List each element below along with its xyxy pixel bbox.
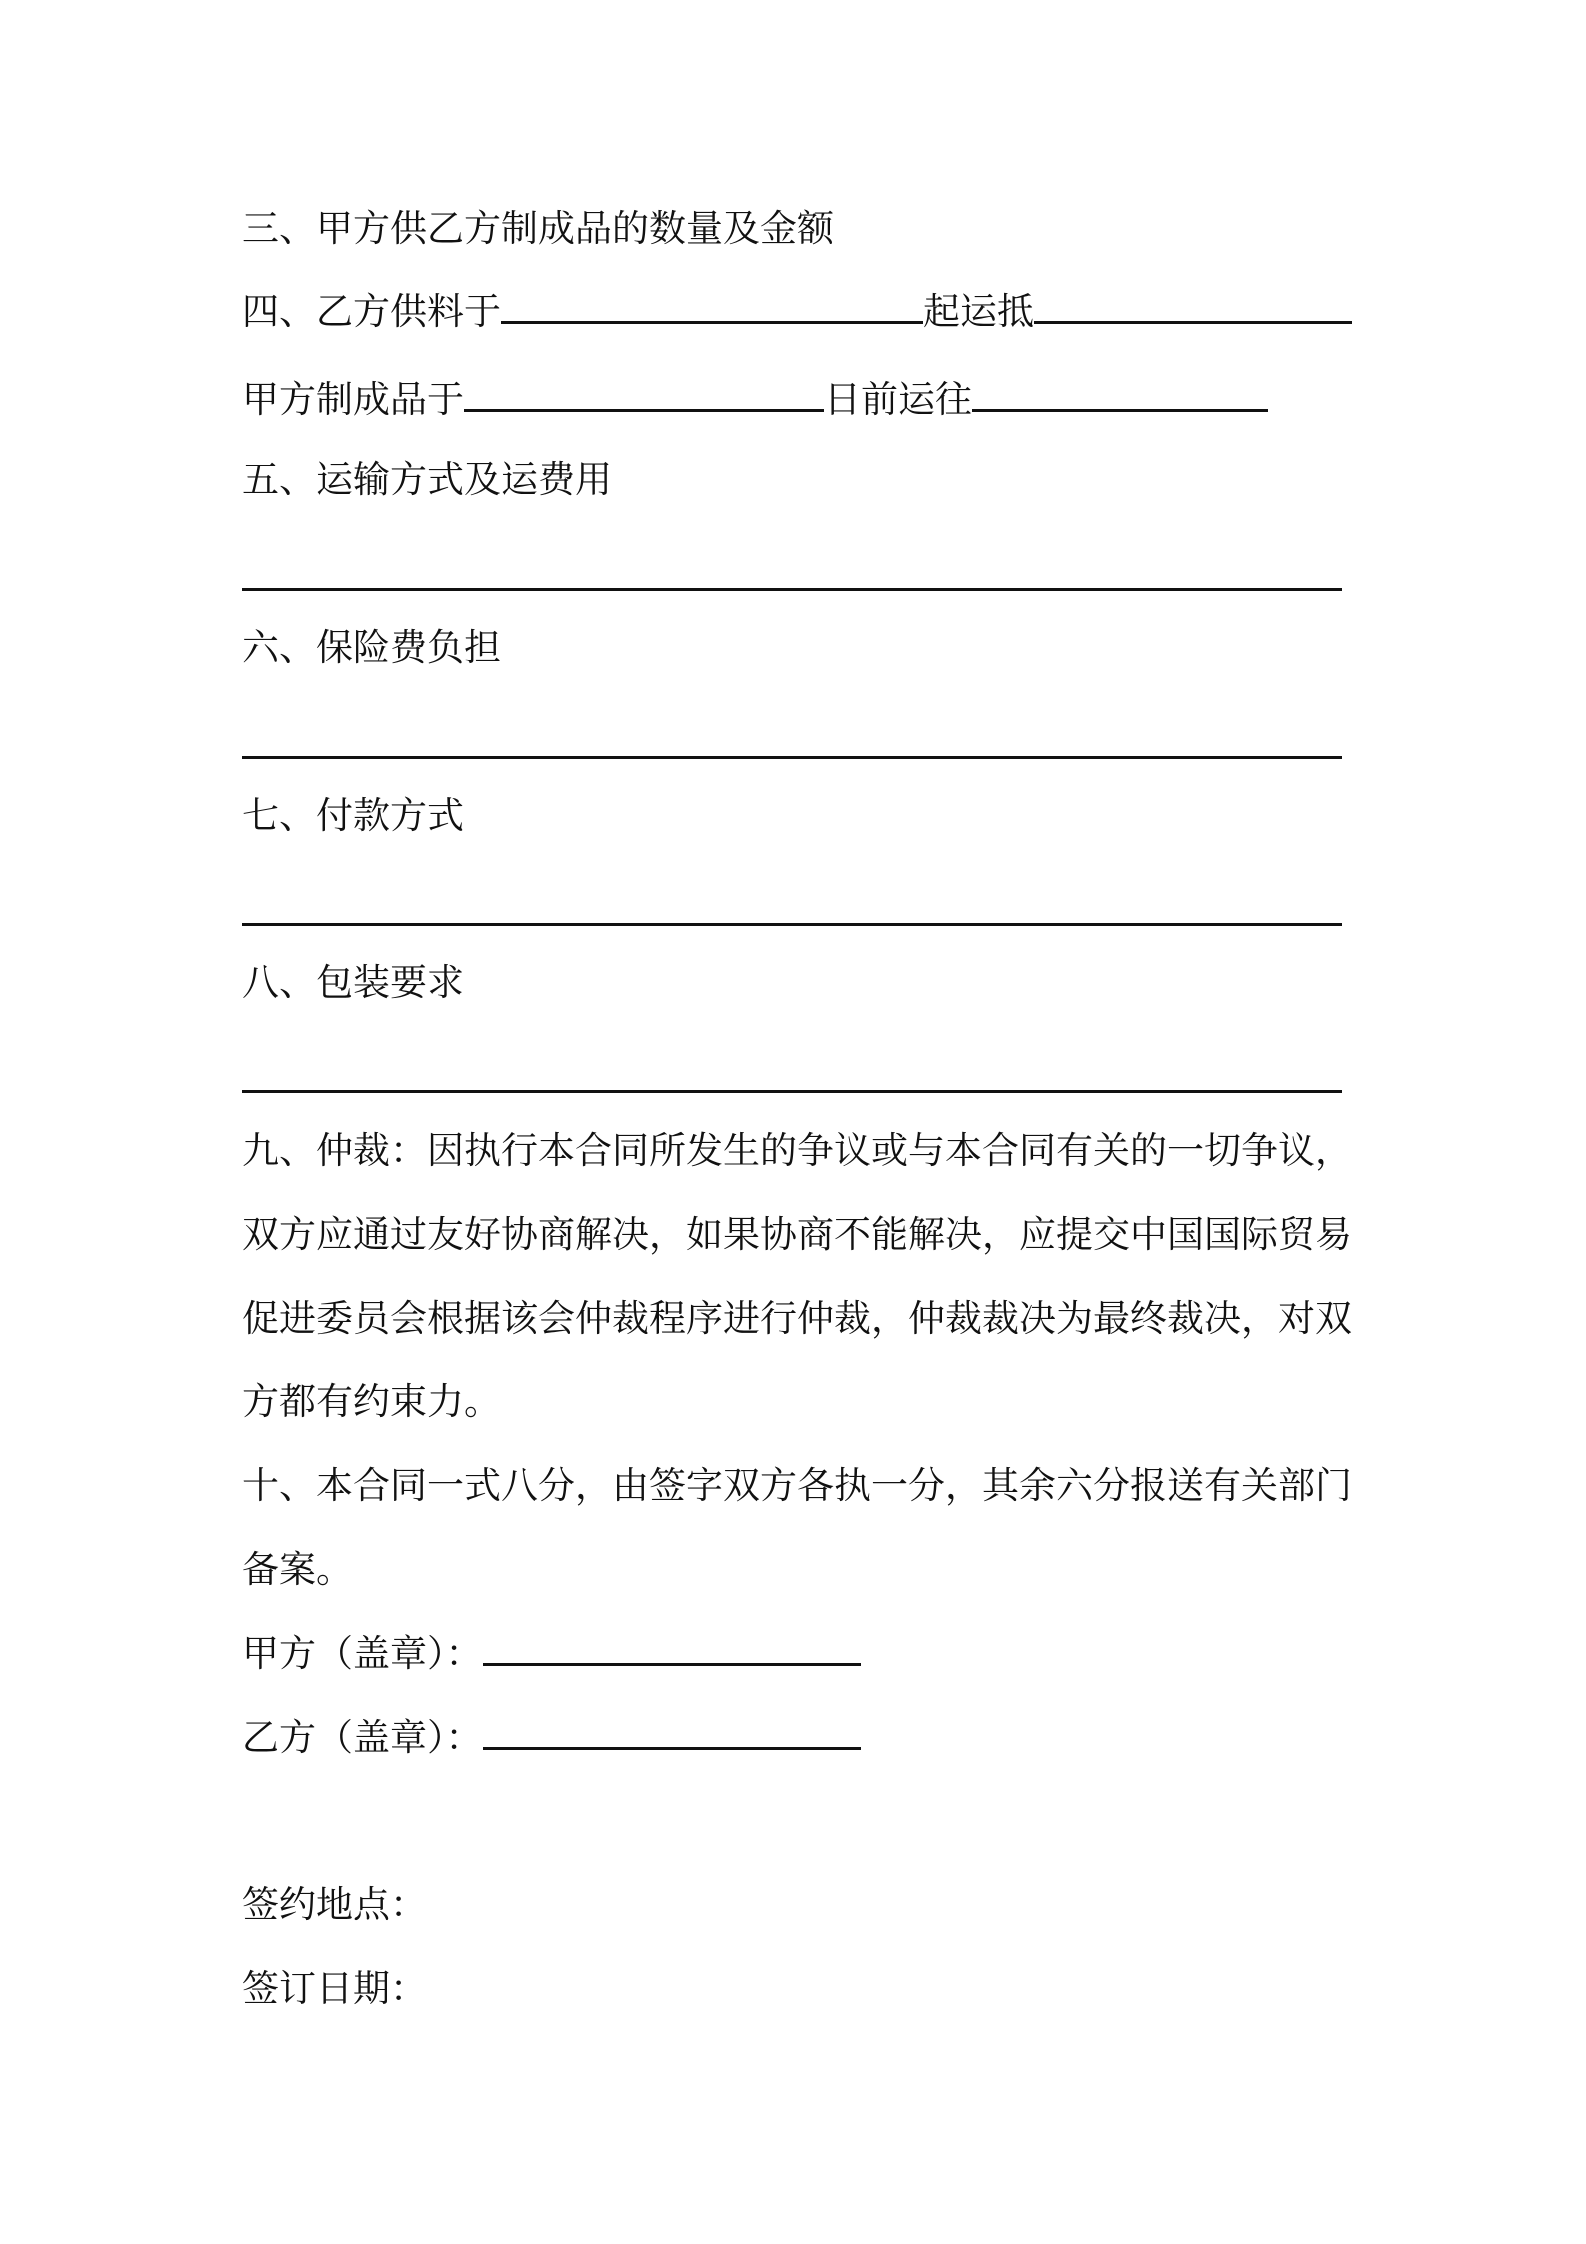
transport-field[interactable] xyxy=(242,588,1342,591)
section-9-line-4: 方都有约束力。 xyxy=(242,1380,501,1423)
supply-date-field[interactable] xyxy=(501,291,923,324)
party-b-label: 乙方（盖章）： xyxy=(242,1716,483,1759)
party-a-signature xyxy=(242,1630,861,1678)
party-b-signature xyxy=(242,1714,861,1762)
destination-field[interactable] xyxy=(1034,291,1352,324)
section-6-title: 六、保险费负担 xyxy=(242,626,501,669)
section-4b-prefix: 甲方制成品于 xyxy=(242,378,464,421)
section-4-mid: 起运抵 xyxy=(923,290,1034,333)
payment-field[interactable] xyxy=(242,923,1342,926)
signing-date: 签订日期： xyxy=(242,1967,427,2010)
party-b-seal-field[interactable] xyxy=(483,1717,861,1750)
section-5-title: 五、运输方式及运费用 xyxy=(242,458,612,501)
section-4-prefix: 四、乙方供料于 xyxy=(242,290,501,333)
section-9-line-1: 九、仲裁：因执行本合同所发生的争议或与本合同有关的一切争议， xyxy=(242,1129,1352,1172)
section-4-line-1 xyxy=(242,288,1352,336)
ship-to-field[interactable] xyxy=(972,379,1268,412)
insurance-field[interactable] xyxy=(242,756,1342,759)
section-4b-mid: 日前运往 xyxy=(824,378,972,421)
section-8-title: 八、包装要求 xyxy=(242,961,464,1004)
section-3-title: 三、甲方供乙方制成品的数量及金额 xyxy=(242,207,834,250)
section-10-line-2: 备案。 xyxy=(242,1548,353,1591)
section-9-line-2: 双方应通过友好协商解决，如果协商不能解决，应提交中国国际贸易 xyxy=(242,1213,1352,1256)
signing-place: 签约地点： xyxy=(242,1883,427,1926)
product-date-field[interactable] xyxy=(464,379,824,412)
section-9-line-3: 促进委员会根据该会仲裁程序进行仲裁，仲裁裁决为最终裁决，对双 xyxy=(242,1297,1352,1340)
party-a-label: 甲方（盖章）： xyxy=(242,1632,483,1675)
section-4-line-2 xyxy=(242,376,1268,424)
party-a-seal-field[interactable] xyxy=(483,1633,861,1666)
section-7-title: 七、付款方式 xyxy=(242,794,464,837)
packaging-field[interactable] xyxy=(242,1090,1342,1093)
section-10-line-1: 十、本合同一式八分，由签字双方各执一分，其余六分报送有关部门 xyxy=(242,1464,1352,1507)
